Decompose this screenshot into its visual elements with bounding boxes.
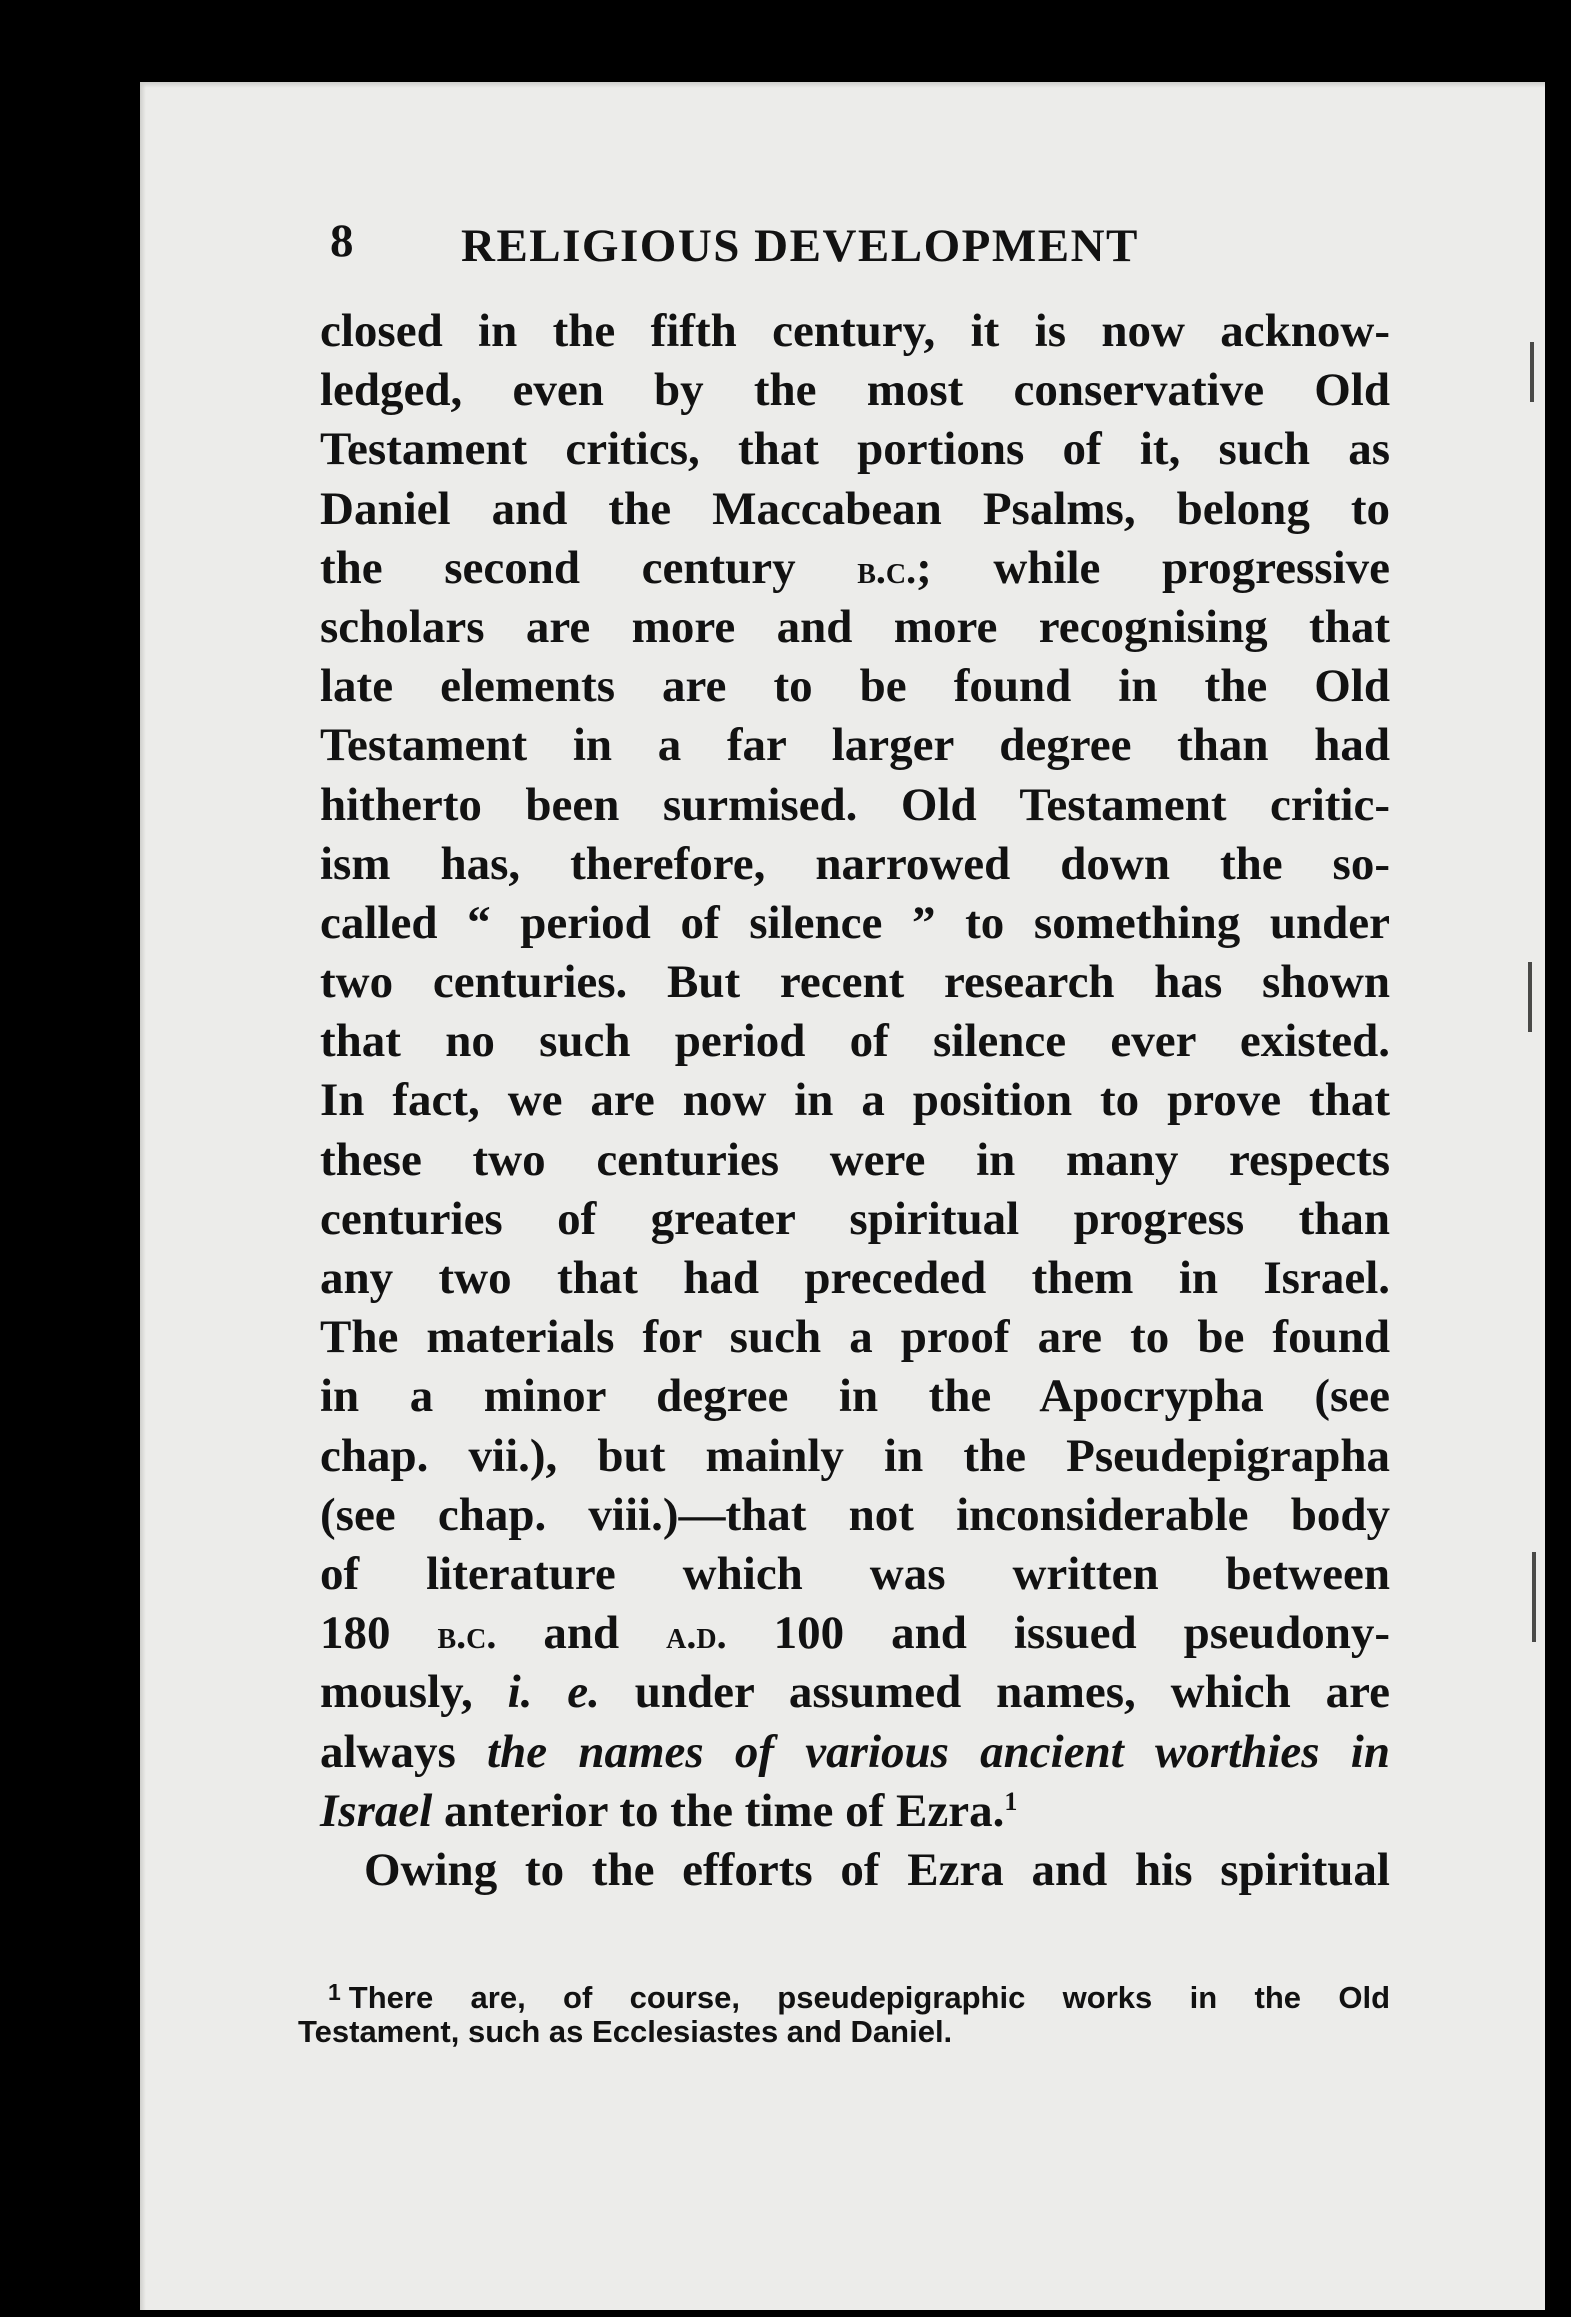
running-title: RELIGIOUS DEVELOPMENT [461, 220, 1139, 272]
text-line-19: in a minor degree in the Apocrypha (see [320, 1370, 1390, 1423]
text-line-21: (see chap. viii.)—that not inconsiderable body [320, 1488, 1390, 1541]
abbreviation-bc: b.c. [857, 546, 917, 592]
text-line-18: The materials for such a proof are to be found [320, 1311, 1390, 1364]
text-line-12: two centuries. But recent research has shown [320, 956, 1390, 1009]
footnote-marker: 1 [328, 1979, 341, 2005]
text-line-13: that no such period of silence ever existed. [320, 1015, 1390, 1068]
text-segment: mously, [320, 1666, 508, 1719]
text-line-3: Testament critics, that portions of it, such as [320, 423, 1390, 476]
text-line-23 [320, 1604, 1390, 1663]
text-line-26 [320, 1782, 1390, 1841]
text-line-17: any two that had preceded them in Israel. [320, 1252, 1390, 1304]
text-segment: the second century [320, 541, 858, 594]
text-line-8: Testament in a far larger degree than had [320, 719, 1390, 772]
abbreviation-ad: a.d. [666, 1612, 727, 1658]
text-line-11: called “ period of silence ” to something under [320, 896, 1390, 949]
text-segment: anterior to the time of Ezra. [432, 1784, 1005, 1837]
running-head [330, 214, 1386, 294]
text-line-27: Owing to the efforts of Ezra and his spiritual [364, 1843, 1390, 1896]
text-line-7: late elements are to be found in the Old [320, 660, 1390, 713]
text-line-25 [320, 1723, 1390, 1782]
book-page [140, 82, 1545, 2310]
text-segment: and [496, 1607, 667, 1660]
text-line-1: closed in the fifth century, it is now acknow- [320, 305, 1390, 357]
italic-israel: Israel [320, 1784, 433, 1837]
text-segment: under assumed names, which are [599, 1666, 1390, 1719]
footnote-line-2: Testament, such as Ecclesiastes and Daniel. [298, 2014, 953, 2049]
text-line-2: ledged, even by the most conservative Old [320, 364, 1390, 417]
text-line-15: these two centuries were in many respects [320, 1133, 1390, 1186]
italic-phrase: the names of various ancient worthies in [487, 1725, 1390, 1778]
text-segment: ; while progressive [916, 541, 1390, 594]
text-line-5 [320, 539, 1390, 598]
footnote-text: There are, of course, pseudepigraphic works in the Old [348, 1980, 1390, 2015]
page-edge-mark [1528, 962, 1532, 1032]
footnote [298, 1972, 1390, 2052]
page-edge-mark [1532, 1552, 1536, 1642]
text-line-4: Daniel and the Maccabean Psalms, belong to [320, 482, 1390, 535]
text-line-6: scholars are more and more recognising that [320, 600, 1390, 653]
text-segment: 180 [320, 1607, 438, 1660]
text-line-16: centuries of greater spiritual progress than [320, 1192, 1390, 1245]
footnote-line-1 [298, 1972, 1390, 2015]
page-edge-mark [1530, 342, 1534, 402]
page-number: 8 [330, 215, 355, 267]
footnote-reference: 1 [1004, 1786, 1018, 1816]
text-segment: 100 and issued pseudony- [726, 1607, 1391, 1660]
text-line-22: of literature which was written between [320, 1547, 1390, 1600]
text-line-9: hitherto been surmised. Old Testament critic- [320, 778, 1390, 831]
text-line-14: In fact, we are now in a position to prove that [320, 1074, 1390, 1127]
body-text [320, 302, 1390, 1900]
italic-ie: i. e. [507, 1666, 600, 1719]
text-segment: always [320, 1725, 488, 1778]
abbreviation-bc: b.c. [437, 1612, 497, 1658]
text-line-10: ism has, therefore, narrowed down the so- [320, 837, 1390, 890]
text-line-20: chap. vii.), but mainly in the Pseudepigrapha [320, 1429, 1390, 1482]
text-line-24 [320, 1663, 1390, 1722]
